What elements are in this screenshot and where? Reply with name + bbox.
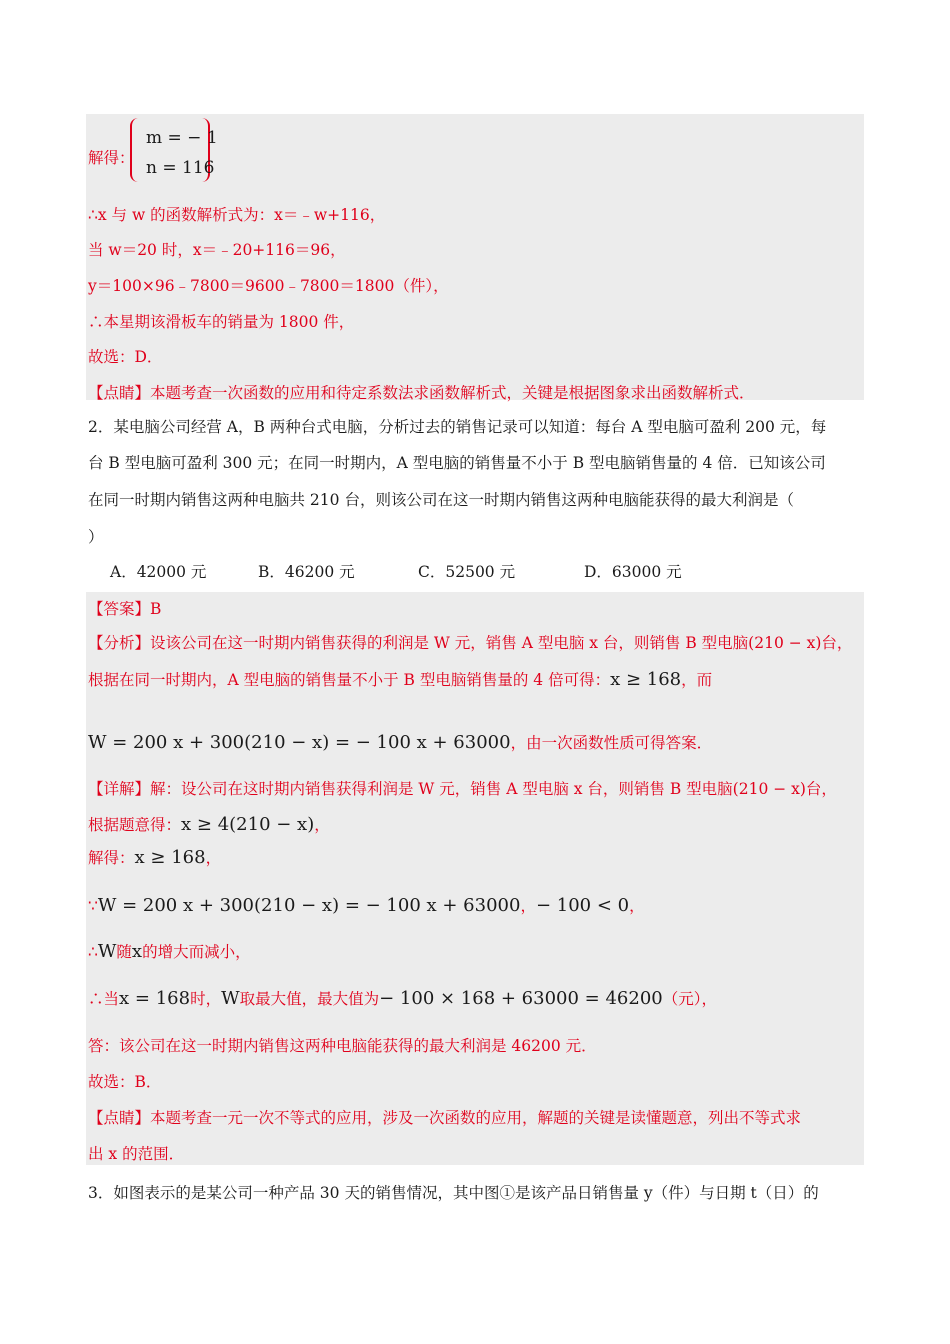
detail-line: [88, 894, 645, 916]
math-expression: W = 200 x + 300(210 − x) = − 100 x + 63000: [88, 732, 511, 753]
detail-text: （元），: [662, 990, 717, 1008]
detail-text: 的增大而减小，: [142, 943, 251, 961]
solution-line: 当 w＝20 时，x＝﹣20+116＝96，: [88, 241, 346, 259]
option-b: B．46200 元: [258, 563, 355, 581]
option-d: D．63000 元: [584, 563, 682, 581]
system-line-1: m = − 1: [146, 128, 218, 148]
detail-line: [88, 846, 221, 868]
detail-text: ，: [520, 897, 536, 915]
note-line: 出 x 的范围．: [88, 1145, 185, 1163]
option-c: C．52500 元: [418, 563, 516, 581]
detail-line: 故选：B．: [88, 1073, 162, 1091]
detail-text: ，: [205, 849, 222, 867]
solve-label: 解得：: [88, 149, 135, 167]
solution-line: ∴本星期该滑板车的销量为 1800 件，: [88, 313, 355, 331]
math-expression: − 100 < 0: [535, 895, 630, 916]
detail-text: 根据题意得：: [88, 816, 182, 834]
detail-text: 时，: [190, 990, 222, 1008]
math-expression: W: [97, 941, 117, 962]
detail-text: ∴: [88, 943, 98, 961]
question-stem: 3．如图表示的是某公司一种产品 30 天的销售情况，其中图①是该产品日销售量 y（件）与日期 t（日）的: [88, 1184, 819, 1202]
question-stem: 台 B 型电脑可盈利 300 元；在同一时期内，A 型电脑的销售量不小于 B 型电脑销售量的 4 倍．已知该公司: [88, 454, 826, 472]
solution-line: 故选：D．: [88, 348, 163, 366]
system-brace-left: [130, 118, 144, 182]
system-line-2: n = 116: [146, 158, 215, 178]
analysis-text: ，而: [681, 671, 713, 689]
analysis-line: [88, 668, 712, 690]
analysis-text: ，由一次函数性质可得答案．: [510, 734, 713, 752]
option-a: A．42000 元: [110, 563, 207, 581]
solution-line: y＝100×96﹣7800＝9600﹣7800＝1800（件），: [88, 277, 449, 295]
math-expression: x = 168: [119, 988, 191, 1009]
math-expression: x ≥ 4(210 − x): [181, 814, 315, 835]
detail-line: 答：该公司在这一时期内销售这两种电脑能获得的最大利润是 46200 元．: [88, 1037, 597, 1055]
analysis-line: 【分析】设该公司在这一时期内销售获得的利润是 W 元，销售 A 型电脑 x 台，则销售 B 型电脑(210 − x)台，: [88, 634, 853, 652]
question-stem: 2．某电脑公司经营 A，B 两种台式电脑，分析过去的销售记录可以知道：每台 A 型电脑可盈利 200 元，每: [88, 418, 827, 436]
math-expression: − 100 × 168 + 63000 = 46200: [379, 988, 663, 1009]
detail-text: 随: [116, 943, 132, 961]
detail-text: 解得：: [88, 849, 135, 867]
analysis-line: [88, 731, 712, 753]
detail-line: [88, 813, 330, 835]
question-stem: 在同一时期内销售这两种电脑共 210 台，则该公司在这一时期内销售这两种电脑能获得的最大利润是（: [88, 491, 794, 509]
answer-line: 【答案】B: [88, 600, 162, 618]
detail-line: [88, 987, 717, 1009]
math-expression: x ≥ 168: [610, 669, 682, 690]
detail-text: ∴当: [88, 990, 120, 1008]
solution-line: ∴x 与 w 的函数解析式为：x＝﹣w+116，: [88, 206, 386, 224]
math-expression: x ≥ 168: [134, 847, 206, 868]
math-expression: W = 200 x + 300(210 − x) = − 100 x + 63000: [97, 895, 521, 916]
detail-line: 【详解】解：设公司在这时期内销售获得利润是 W 元，销售 A 型电脑 x 台，则销售 B 型电脑(210 − x)台，: [88, 780, 837, 798]
analysis-text: 根据在同一时期内，A 型电脑的销售量不小于 B 型电脑销售量的 4 倍可得：: [88, 671, 611, 689]
note-line: 【点睛】本题考查一次函数的应用和待定系数法求函数解析式，关键是根据图象求出函数解析式．: [88, 384, 755, 402]
question-stem: ）: [88, 528, 104, 546]
math-expression: W: [221, 988, 240, 1009]
detail-text: ，: [629, 897, 645, 915]
note-line: 【点睛】本题考查一元一次不等式的应用，涉及一次函数的应用，解题的关键是读懂题意，列出不等式求: [88, 1109, 802, 1127]
detail-line: [88, 940, 251, 962]
detail-text: 取最大值，最大值为: [239, 990, 380, 1008]
detail-text: ，: [314, 816, 330, 834]
math-expression: x: [131, 941, 143, 962]
detail-text: ∵: [88, 897, 98, 915]
